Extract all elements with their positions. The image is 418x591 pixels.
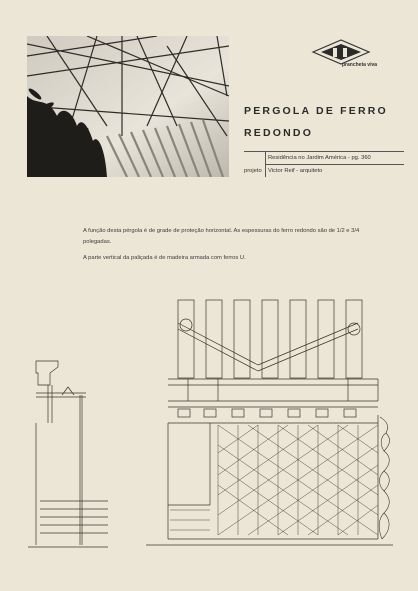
page-title: [244, 100, 388, 144]
logo-text: prancheta viva: [342, 62, 378, 68]
section-drawing: [28, 361, 393, 547]
lattice-pattern: [170, 425, 378, 535]
stone-wall: [379, 417, 389, 539]
description-paragraph-2: A parte vertical da paliçada é de madeira armada com ferros U.: [83, 255, 246, 261]
project-label: projeto: [244, 168, 262, 174]
residence-value: Residência no Jardim América - pg. 360: [268, 155, 371, 161]
residence-row: [244, 151, 404, 164]
project-value: Victor Reif - arquiteto: [268, 168, 323, 174]
pergola-photo: [27, 36, 229, 177]
title-line-1: PERGOLA DE FERRO: [244, 105, 388, 117]
description: [83, 226, 373, 270]
project-info: [244, 151, 404, 177]
project-row: [244, 164, 404, 177]
technical-drawing: [28, 295, 393, 557]
description-paragraph-1: A função desta pérgola é de grade de proteção horizontal. As espessuras do ferro redondo são de 1/2 e 3/4 polegadas.: [83, 228, 360, 245]
elevation-drawing: [168, 300, 378, 539]
title-line-2: REDONDO: [244, 127, 314, 139]
